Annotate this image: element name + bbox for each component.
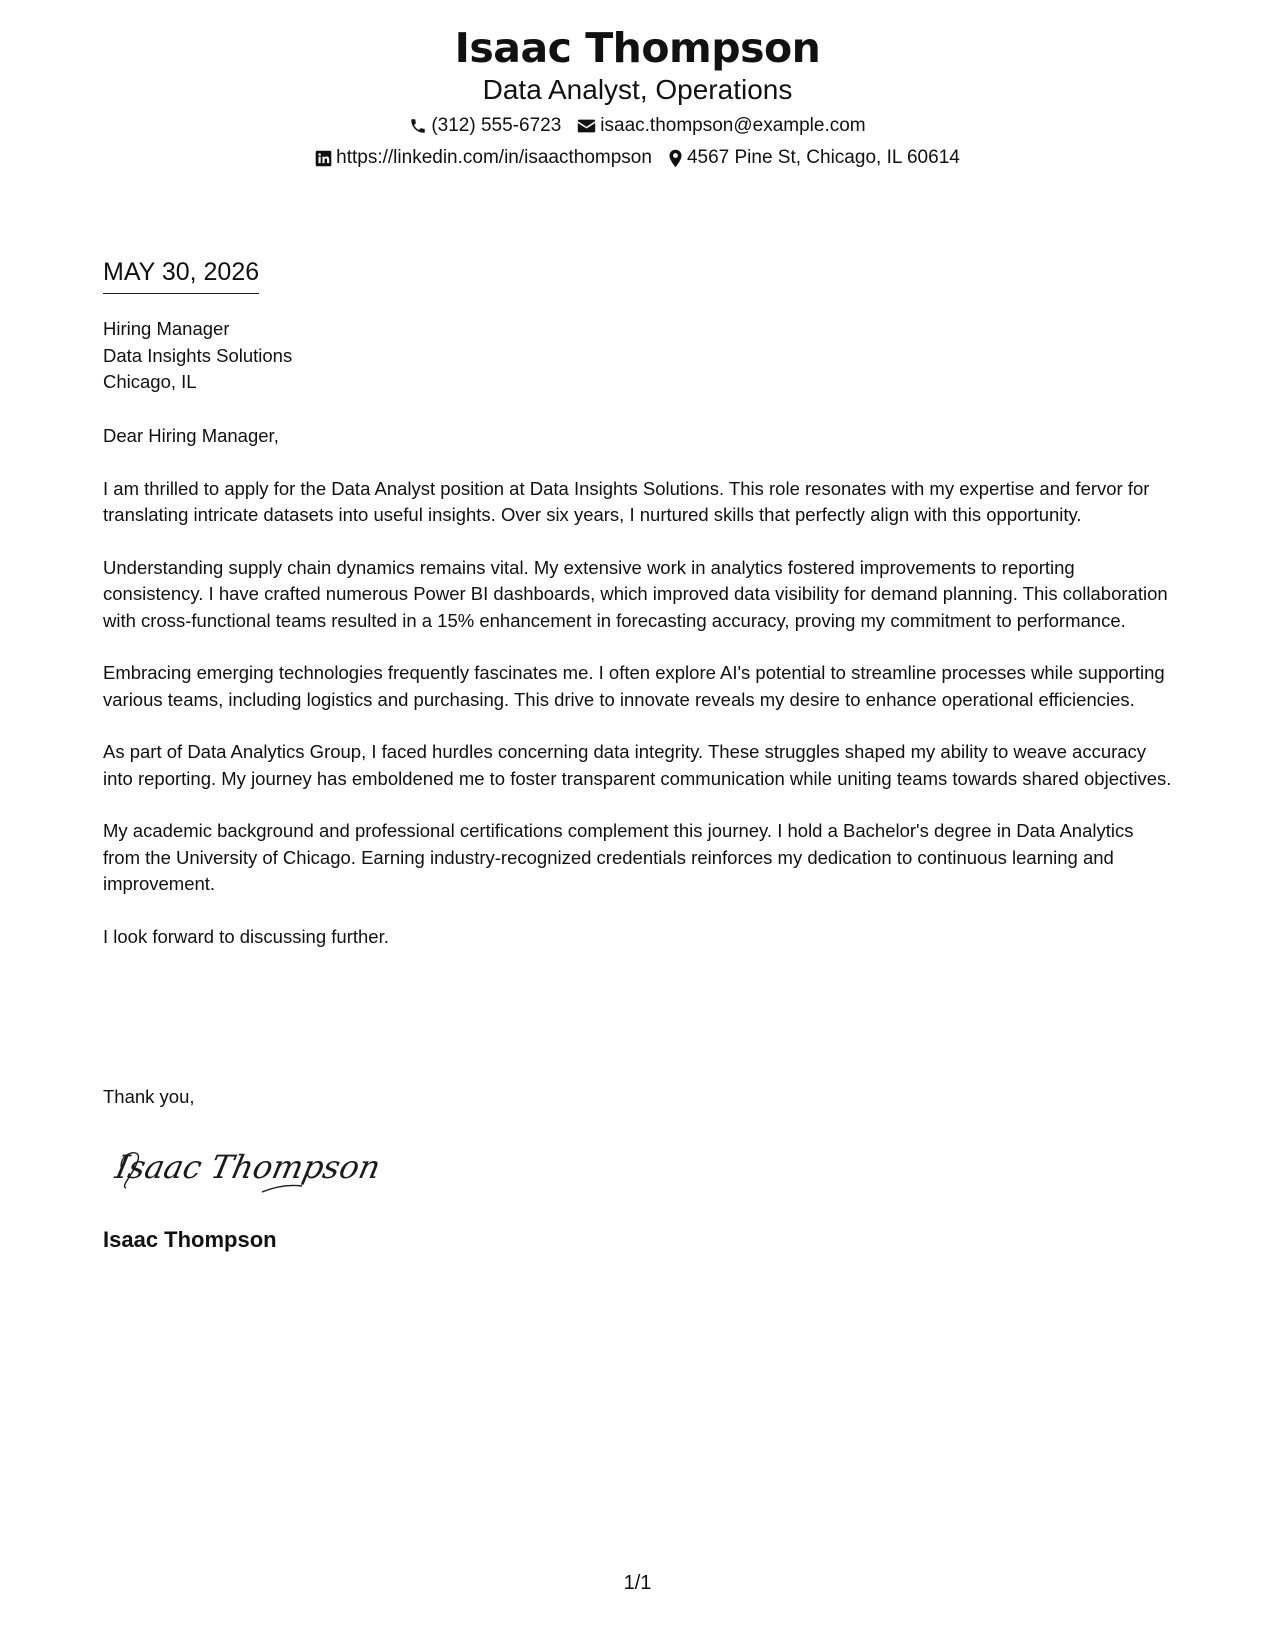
salutation: Dear Hiring Manager, bbox=[103, 425, 279, 446]
address-text: 4567 Pine St, Chicago, IL 60614 bbox=[686, 147, 960, 168]
linkedin-icon bbox=[315, 150, 332, 167]
email-text: isaac.thompson@example.com bbox=[600, 115, 866, 136]
letter-body bbox=[103, 423, 1173, 976]
contact-row-primary bbox=[0, 114, 1275, 138]
phone-contact[interactable] bbox=[409, 114, 561, 138]
map-pin-icon bbox=[668, 149, 683, 168]
email-contact[interactable] bbox=[577, 114, 865, 138]
recipient-block bbox=[103, 316, 292, 396]
linkedin-text: https://linkedin.com/in/isaacthompson bbox=[336, 147, 652, 168]
phone-text: (312) 555-6723 bbox=[431, 115, 562, 136]
body-paragraph: My academic background and professional certifications complement this journey. I hold a Bachelor's degree in Data Analytics from the University of Chicago. Earning industry-recognized credentials reinforces my dedication to continuous learning and improvement. bbox=[103, 820, 1134, 894]
envelope-icon bbox=[577, 118, 596, 134]
closing-text: Thank you, bbox=[103, 1086, 195, 1107]
page-number: 1/1 bbox=[623, 1572, 652, 1594]
address-contact bbox=[668, 146, 960, 170]
applicant-title: Data Analyst, Operations bbox=[482, 74, 793, 105]
handwritten-signature bbox=[112, 1140, 384, 1201]
body-paragraph: As part of Data Analytics Group, I faced hurdles concerning data integrity. These struggles shaped my ability to weave accuracy into reporting. My journey has emboldened me to foster transparent communication while uniting teams towards shared objectives. bbox=[103, 741, 1172, 789]
signature-glyphs: Isaac Thompson bbox=[112, 1148, 384, 1186]
contact-row-secondary bbox=[0, 146, 1275, 170]
linkedin-contact[interactable] bbox=[315, 146, 652, 170]
body-paragraph: I am thrilled to apply for the Data Analyst position at Data Insights Solutions. This role resonates with my expertise and fervor for translating intricate datasets into useful insights. Over six years, I nurtured skills that perfectly align with this opportunity. bbox=[103, 477, 1150, 525]
body-paragraph: Understanding supply chain dynamics remains vital. My extensive work in analytics fostered improvements to reporting consistency. I have crafted numerous Power BI dashboards, which improved data visibility for demand planning. This collaboration with cross-functional teams resulted in a 15% enhancement in forecasting accuracy, proving my commitment to performance. bbox=[103, 556, 1168, 631]
recipient-company: Data Insights Solutions bbox=[103, 344, 293, 366]
body-paragraph: Embracing emerging technologies frequently fascinates me. I often explore AI's potential to streamline processes while supporting various teams, including logistics and purchasing. This drive to innovate reveals my desire to enhance operational efficiencies. bbox=[103, 662, 1165, 710]
letter-date: MAY 30, 2026 bbox=[103, 256, 259, 294]
recipient-line: Hiring Manager bbox=[103, 318, 230, 339]
letter-header bbox=[0, 22, 1275, 170]
phone-icon bbox=[409, 117, 427, 135]
applicant-name: Isaac Thompson bbox=[454, 24, 821, 72]
body-paragraph: I look forward to discussing further. bbox=[103, 925, 389, 947]
recipient-location: Chicago, IL bbox=[103, 371, 197, 392]
signer-name: Isaac Thompson bbox=[103, 1227, 277, 1252]
